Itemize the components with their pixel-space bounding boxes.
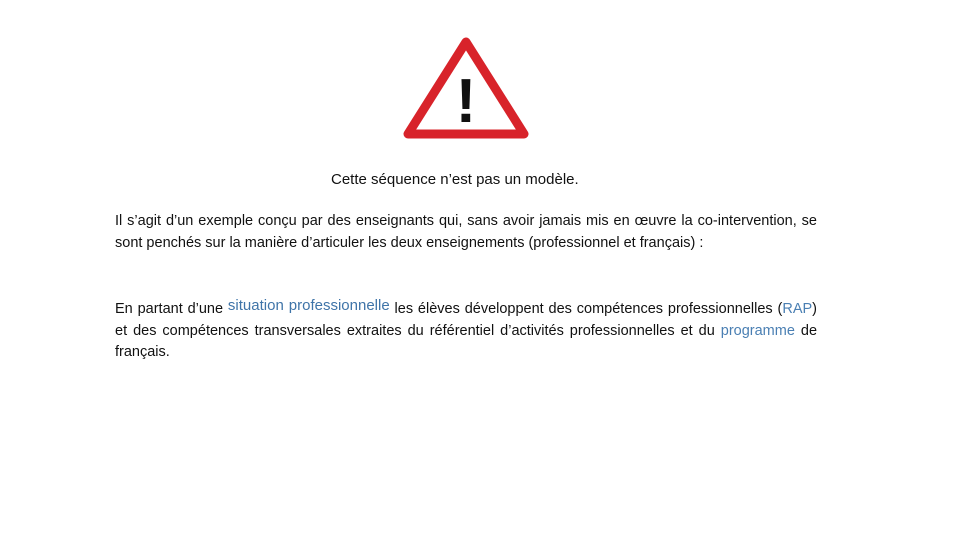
notice-heading: Cette séquence n’est pas un modèle. xyxy=(331,171,579,188)
rap-link[interactable]: RAP xyxy=(782,301,813,317)
intro-paragraph: Il s’agit d’un exemple conçu par des enseignants qui, sans avoir jamais mis en œuvre la co-intervention, se sont penchés sur la manière d’articuler les deux enseignements (professionnel et français) : xyxy=(115,213,817,251)
paragraph-text-part3: ) et des compétences transversales extraites du référentiel d’activités professionnelles et du xyxy=(115,301,818,339)
situation-professionnelle-link[interactable]: situation professionnelle xyxy=(227,297,390,314)
exclamation-mark: ! xyxy=(455,67,477,136)
paragraph-text-part4: de français. xyxy=(115,322,818,360)
context-paragraph xyxy=(115,298,817,364)
warning-triangle-icon xyxy=(402,36,530,140)
paragraph-text-part1: En partant d’une xyxy=(115,301,224,317)
paragraph-text-part2: les élèves développent des compétences professionnelles ( xyxy=(394,301,783,317)
programme-link[interactable]: programme xyxy=(720,322,795,339)
